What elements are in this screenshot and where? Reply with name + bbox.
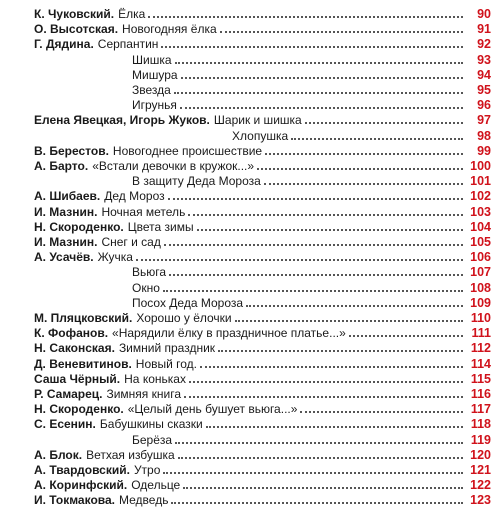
toc-page-number: 118 bbox=[470, 417, 491, 432]
toc-row[interactable] bbox=[0, 490, 500, 507]
dot-leader bbox=[300, 411, 463, 413]
toc-page-number: 117 bbox=[470, 402, 491, 417]
toc-author: И. Мазнин. bbox=[34, 204, 98, 219]
toc-author: К. Фофанов. bbox=[34, 326, 109, 341]
toc-author: А. Твардовский. bbox=[34, 463, 130, 477]
toc-page-number: 103 bbox=[470, 204, 491, 219]
dot-leader bbox=[171, 502, 463, 504]
toc-author: С. Есенин. bbox=[34, 417, 96, 432]
toc-page-number: 101 bbox=[470, 174, 491, 189]
toc-title: Звезда bbox=[132, 83, 171, 97]
dot-leader bbox=[148, 16, 463, 18]
toc-author: Д. Веневитинов. bbox=[34, 356, 132, 371]
toc-title: Ёлка bbox=[118, 7, 146, 21]
toc-page-number: 122 bbox=[470, 478, 491, 493]
toc-page-number: 114 bbox=[470, 356, 491, 371]
toc-author: И. Мазнин. bbox=[34, 235, 98, 249]
toc-page-number: 111 bbox=[471, 326, 491, 341]
toc-page-number: 102 bbox=[470, 189, 491, 204]
toc-page-number: 106 bbox=[470, 250, 491, 265]
toc-title: Шишка bbox=[132, 52, 172, 67]
toc-author: А. Усачёв. bbox=[34, 250, 94, 265]
toc-author: О. Высотская. bbox=[34, 22, 119, 37]
toc-title: «Нарядили ёлку в праздничное платье...» bbox=[112, 326, 346, 341]
toc-author: В. Берестов. bbox=[34, 143, 109, 158]
dot-leader bbox=[164, 244, 463, 246]
toc-page-number: 116 bbox=[470, 387, 491, 401]
toc-page-number: 90 bbox=[477, 7, 491, 21]
dot-leader bbox=[178, 457, 463, 459]
dot-leader bbox=[183, 487, 463, 489]
dot-leader bbox=[265, 153, 463, 155]
toc-title: Бабушкины сказки bbox=[99, 417, 203, 432]
toc-title: Жучка bbox=[97, 250, 133, 265]
dot-leader bbox=[206, 426, 463, 428]
dot-leader bbox=[168, 198, 463, 200]
toc-author: Н. Скороденко. bbox=[34, 402, 124, 417]
toc-author: М. Пляцковский. bbox=[34, 311, 133, 325]
toc-page-number: 94 bbox=[477, 67, 491, 82]
dot-leader bbox=[180, 107, 463, 109]
toc-page-number: 123 bbox=[470, 493, 491, 507]
toc-author: А. Шибаев. bbox=[34, 189, 101, 204]
toc-author: К. Чуковский. bbox=[34, 7, 115, 21]
toc-author: Н. Саконская. bbox=[34, 341, 115, 356]
dot-leader bbox=[136, 259, 463, 261]
toc-page-number: 121 bbox=[470, 463, 491, 477]
toc-page-number: 115 bbox=[470, 371, 491, 386]
toc-title: В защиту Деда Мороза bbox=[132, 174, 261, 189]
dot-leader bbox=[184, 396, 463, 398]
toc-title: Зимняя книга bbox=[106, 387, 181, 401]
toc-title: Посох Деда Мороза bbox=[132, 295, 244, 310]
dot-leader bbox=[169, 274, 463, 276]
toc-title: Игрунья bbox=[132, 98, 177, 113]
toc-title: Новогоднее происшествие bbox=[112, 143, 263, 158]
dot-leader bbox=[163, 290, 463, 292]
toc-entry bbox=[34, 493, 465, 507]
toc-title: Цвета зимы bbox=[127, 219, 194, 234]
toc-title: Шарик и шишка bbox=[213, 113, 302, 128]
dot-leader bbox=[189, 381, 463, 383]
toc-page-number: 99 bbox=[477, 143, 491, 158]
dot-leader bbox=[305, 122, 463, 124]
toc-title: Одельце bbox=[131, 478, 181, 493]
dot-leader bbox=[174, 92, 463, 94]
toc-page-number: 110 bbox=[470, 311, 491, 325]
toc-title: Новый год. bbox=[135, 356, 198, 371]
toc-title: Зимний праздник bbox=[118, 341, 216, 356]
toc-title: Ночная метель bbox=[101, 204, 186, 219]
dot-leader bbox=[197, 229, 463, 231]
dot-leader bbox=[349, 335, 463, 337]
toc-page-number: 95 bbox=[477, 83, 491, 97]
toc-page-number: 98 bbox=[477, 128, 491, 143]
toc-title: Снег и сад bbox=[101, 235, 161, 249]
dot-leader bbox=[218, 350, 463, 352]
toc-page-number: 112 bbox=[470, 341, 491, 356]
toc-page-number: 92 bbox=[477, 37, 491, 52]
toc-title: Хлопушка bbox=[232, 128, 289, 143]
toc-page-number: 108 bbox=[470, 280, 491, 295]
toc-author: А. Коринфский. bbox=[34, 478, 128, 493]
toc-title: Серпантин bbox=[97, 37, 159, 52]
toc-page-number: 91 bbox=[477, 22, 491, 37]
dot-leader bbox=[220, 31, 463, 33]
toc-page-number: 120 bbox=[470, 447, 491, 462]
toc-page-number: 104 bbox=[470, 219, 491, 234]
toc-title: Окно bbox=[132, 280, 160, 295]
toc-page-number: 107 bbox=[470, 265, 491, 280]
dot-leader bbox=[246, 305, 463, 307]
toc-title: Хорошо у ёлочки bbox=[136, 311, 232, 325]
dot-leader bbox=[188, 214, 463, 216]
toc-page-number: 93 bbox=[477, 52, 491, 67]
toc-page-number: 97 bbox=[477, 113, 491, 128]
dot-leader bbox=[161, 46, 463, 48]
toc-title: «Целый день бушует вьюга...» bbox=[127, 402, 298, 417]
toc-author: Г. Дядина. bbox=[34, 37, 94, 52]
toc-page-number: 109 bbox=[470, 295, 491, 310]
dot-leader bbox=[200, 366, 463, 368]
dot-leader bbox=[175, 62, 463, 64]
toc-author: А. Барто. bbox=[34, 159, 89, 173]
toc-page-number: 96 bbox=[477, 98, 491, 113]
dot-leader bbox=[181, 77, 463, 79]
toc-title: Новогодняя ёлка bbox=[122, 22, 217, 37]
dot-leader bbox=[175, 442, 463, 444]
toc-title: Вьюга bbox=[132, 265, 167, 280]
toc-page-number: 105 bbox=[470, 235, 491, 249]
toc-author: Н. Скороденко. bbox=[34, 219, 124, 234]
dot-leader bbox=[163, 472, 463, 474]
dot-leader bbox=[235, 320, 463, 322]
toc-title: «Встали девочки в кружок...» bbox=[92, 159, 255, 173]
toc-title: Мишура bbox=[132, 67, 178, 82]
toc-title: Берёза bbox=[132, 432, 173, 447]
toc-title: Утро bbox=[133, 463, 161, 477]
dot-leader bbox=[291, 138, 463, 140]
toc-title: Дед Мороз bbox=[104, 189, 165, 204]
toc-author: И. Токмакова. bbox=[34, 493, 115, 507]
toc-title: Медведь bbox=[119, 493, 169, 507]
toc-author: Р. Самарец. bbox=[34, 387, 103, 401]
toc-author: А. Блок. bbox=[34, 447, 83, 462]
toc-page-number: 100 bbox=[470, 159, 491, 173]
toc-title: На коньках bbox=[124, 371, 186, 386]
dot-leader bbox=[264, 183, 463, 185]
toc-title: Ветхая избушка bbox=[86, 447, 175, 462]
toc-author: Елена Явецкая, Игорь Жуков. bbox=[34, 113, 210, 128]
dot-leader bbox=[257, 168, 463, 170]
toc-author: Саша Чёрный. bbox=[34, 371, 121, 386]
toc-page-number: 119 bbox=[470, 432, 491, 447]
